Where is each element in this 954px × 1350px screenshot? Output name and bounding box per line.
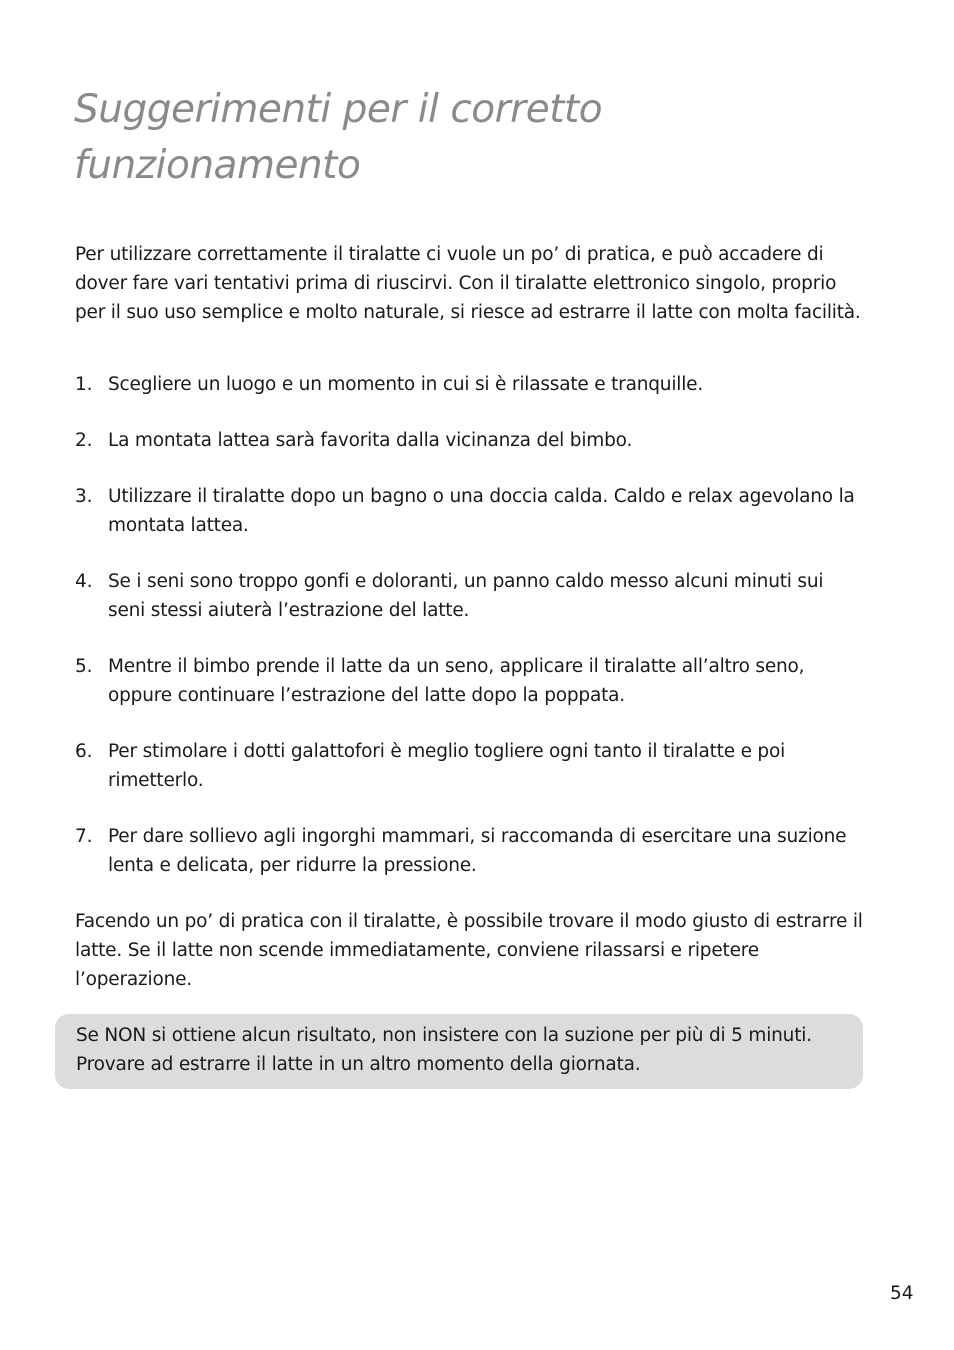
tips-list <box>75 370 865 907</box>
step-text: Utilizzare il tiralatte dopo un bagno o una doccia calda. Caldo e relax agevolano la montata lattea. <box>108 486 855 536</box>
list-item <box>75 567 865 625</box>
step-number: 2. <box>75 430 93 451</box>
list-item <box>75 737 865 795</box>
step-text: Per dare sollievo agli ingorghi mammari, si raccomanda di esercitare una suzione lenta e delicata, per ridurre la pressione. <box>108 826 847 876</box>
page-title: Suggerimenti per il corretto funzionamento <box>74 87 603 188</box>
list-item <box>75 370 865 399</box>
step-number: 7. <box>75 826 93 847</box>
step-number: 6. <box>75 741 93 762</box>
list-item <box>75 426 865 455</box>
step-text: Mentre il bimbo prende il latte da un seno, applicare il tiralatte all’altro seno, oppure continuare l’estrazione del latte dopo la poppata. <box>108 656 805 706</box>
page-number: 54 <box>890 1283 914 1304</box>
warning-note-box <box>55 1014 863 1089</box>
warning-note-text: Se NON si ottiene alcun risultato, non insistere con la suzione per più di 5 minuti. Provare ad estrarre il latte in un altro momento della giornata. <box>76 1025 812 1075</box>
list-item <box>75 482 865 540</box>
intro-paragraph: Per utilizzare correttamente il tiralatte ci vuole un po’ di pratica, e può accadere di dover fare vari tentativi prima di riuscirvi. Con il tiralatte elettronico singolo, proprio per il suo uso semplice e molto naturale, si riesce ad estrarre il latte con molta facilità. <box>75 244 861 323</box>
list-item <box>75 652 865 710</box>
step-text: Scegliere un luogo e un momento in cui si è rilassate e tranquille. <box>108 374 704 395</box>
step-number: 1. <box>75 374 93 395</box>
step-text: Se i seni sono troppo gonfi e doloranti, un panno caldo messo alcuni minuti sui seni stessi aiuterà l’estrazione del latte. <box>108 571 824 621</box>
step-text: La montata lattea sarà favorita dalla vicinanza del bimbo. <box>108 430 633 451</box>
closing-paragraph: Facendo un po’ di pratica con il tiralatte, è possibile trovare il modo giusto di estrarre il latte. Se il latte non scende immediatamente, conviene rilassarsi e ripetere l’operazione. <box>75 911 863 990</box>
step-number: 5. <box>75 656 93 677</box>
step-number: 4. <box>75 571 93 592</box>
list-item <box>75 822 865 880</box>
step-number: 3. <box>75 486 93 507</box>
step-text: Per stimolare i dotti galattofori è meglio togliere ogni tanto il tiralatte e poi rimetterlo. <box>108 741 786 791</box>
